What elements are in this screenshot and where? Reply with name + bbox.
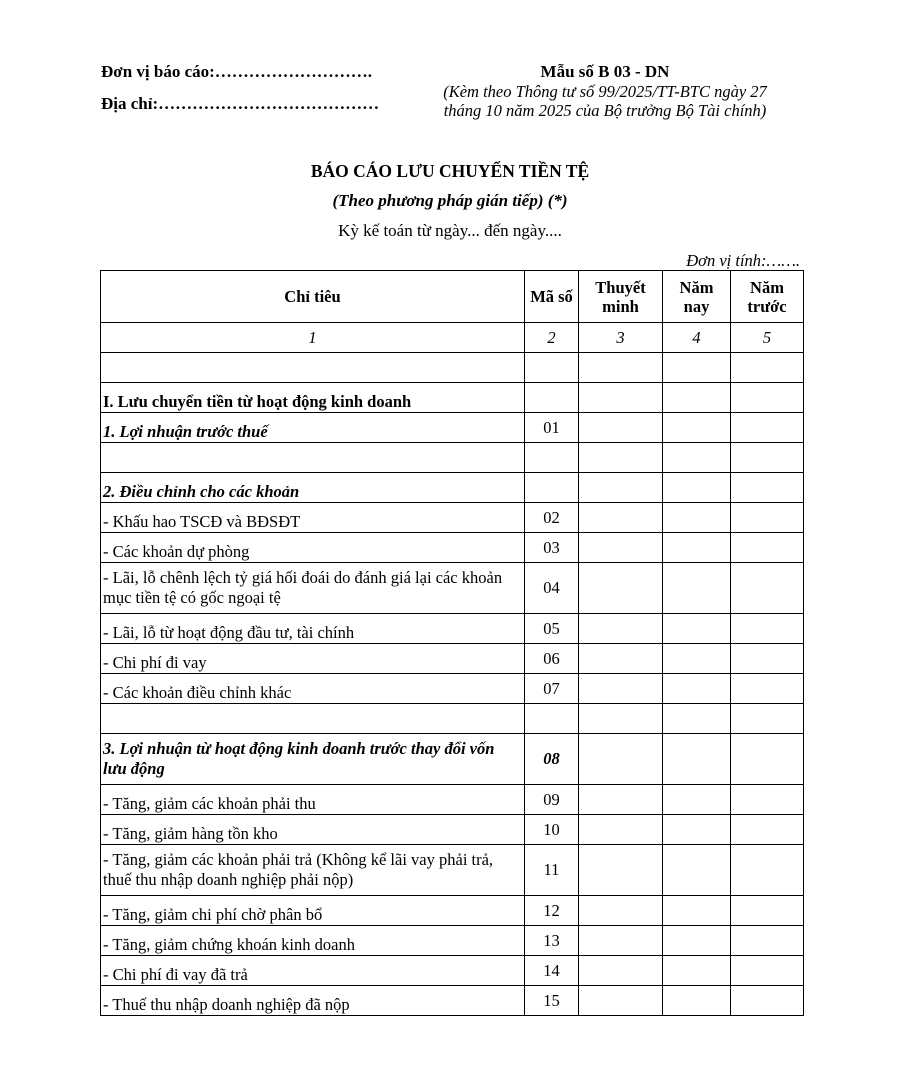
row-code (525, 443, 579, 473)
row-label: I. Lưu chuyển tiền từ hoạt động kinh doanh (101, 383, 525, 413)
row-current-year (663, 815, 731, 845)
table-row (101, 644, 804, 674)
table-row (101, 353, 804, 383)
row-current-year (663, 956, 731, 986)
header-note-text: Thuyết minh (595, 277, 646, 316)
table-row (101, 533, 804, 563)
col-number: 3 (579, 323, 663, 353)
row-code: 01 (525, 413, 579, 443)
row-label: 3. Lợi nhuận từ hoạt động kinh doanh trước thay đổi vốn lưu động (101, 734, 525, 785)
form-number: Mẫu số B 03 - DN (540, 62, 670, 81)
row-previous-year (731, 563, 804, 614)
row-label (101, 443, 525, 473)
row-previous-year (731, 845, 804, 896)
table-row (101, 956, 804, 986)
col-number: 5 (731, 323, 804, 353)
table-header-row (101, 271, 804, 323)
table-row (101, 503, 804, 533)
row-label: - Tăng, giảm chi phí chờ phân bổ (101, 896, 525, 926)
col-number: 2 (525, 323, 579, 353)
row-code (525, 704, 579, 734)
header-code: Mã số (525, 271, 579, 323)
row-previous-year (731, 704, 804, 734)
row-note (579, 674, 663, 704)
row-label: - Tăng, giảm các khoản phải thu (101, 785, 525, 815)
row-previous-year (731, 443, 804, 473)
row-code: 06 (525, 644, 579, 674)
row-label: - Lãi, lỗ từ hoạt động đầu tư, tài chính (101, 614, 525, 644)
row-label: - Lãi, lỗ chênh lệch tỷ giá hối đoái do đánh giá lại các khoản mục tiền tệ có gốc ngoại tệ (101, 563, 525, 614)
row-code: 02 (525, 503, 579, 533)
row-label: 2. Điều chỉnh cho các khoản (101, 473, 525, 503)
row-note (579, 845, 663, 896)
row-current-year (663, 674, 731, 704)
row-code: 15 (525, 986, 579, 1016)
row-code: 04 (525, 563, 579, 614)
report-period: Kỳ kế toán từ ngày... đến ngày.... (338, 221, 562, 240)
row-label: - Chi phí đi vay (101, 644, 525, 674)
row-code (525, 353, 579, 383)
row-previous-year (731, 644, 804, 674)
header-note (579, 271, 663, 323)
table-row (101, 704, 804, 734)
row-current-year (663, 986, 731, 1016)
row-label: - Tăng, giảm các khoản phải trả (Không kể lãi vay phải trả, thuế thu nhập doanh nghiệp phải nộp) (101, 845, 525, 896)
address-label: Địa chỉ:………………………………… (101, 94, 380, 113)
row-code (525, 473, 579, 503)
form-reference-line-2: tháng 10 năm 2025 của Bộ trưởng Bộ Tài chính) (443, 101, 767, 120)
row-previous-year (731, 926, 804, 956)
row-previous-year (731, 734, 804, 785)
row-code: 08 (525, 734, 579, 785)
row-note (579, 704, 663, 734)
row-code: 03 (525, 533, 579, 563)
row-current-year (663, 644, 731, 674)
row-current-year (663, 533, 731, 563)
row-note (579, 413, 663, 443)
row-label: - Các khoản điều chỉnh khác (101, 674, 525, 704)
row-label: - Tăng, giảm chứng khoán kinh doanh (101, 926, 525, 956)
row-code: 07 (525, 674, 579, 704)
report-title: BÁO CÁO LƯU CHUYỂN TIỀN TỆ (310, 161, 590, 181)
row-previous-year (731, 473, 804, 503)
row-note (579, 815, 663, 845)
table-row (101, 815, 804, 845)
table-row (101, 443, 804, 473)
row-current-year (663, 845, 731, 896)
row-note (579, 563, 663, 614)
row-previous-year (731, 503, 804, 533)
row-previous-year (731, 413, 804, 443)
row-note (579, 443, 663, 473)
row-label: - Khấu hao TSCĐ và BĐSĐT (101, 503, 525, 533)
row-current-year (663, 443, 731, 473)
table-row (101, 563, 804, 614)
row-code: 12 (525, 896, 579, 926)
row-current-year (663, 383, 731, 413)
row-note (579, 614, 663, 644)
row-previous-year (731, 785, 804, 815)
header-previous-year (731, 271, 804, 323)
table-row (101, 896, 804, 926)
col-number: 4 (663, 323, 731, 353)
row-current-year (663, 704, 731, 734)
row-note (579, 785, 663, 815)
row-note (579, 986, 663, 1016)
currency-unit: Đơn vị tính:……. (686, 251, 800, 270)
column-number-row (101, 323, 804, 353)
form-reference-line-1: (Kèm theo Thông tư số 99/2025/TT-BTC ngày 27 (443, 82, 767, 101)
table-row (101, 413, 804, 443)
col-number: 1 (101, 323, 525, 353)
row-current-year (663, 413, 731, 443)
row-code: 10 (525, 815, 579, 845)
row-previous-year (731, 353, 804, 383)
row-previous-year (731, 815, 804, 845)
header-current-year (663, 271, 731, 323)
row-note (579, 473, 663, 503)
row-code: 09 (525, 785, 579, 815)
row-label: 1. Lợi nhuận trước thuế (101, 413, 525, 443)
row-note (579, 533, 663, 563)
report-method: (Theo phương pháp gián tiếp) (*) (332, 191, 568, 210)
header-previous-year-text: Năm trước (747, 277, 787, 316)
cash-flow-table (100, 270, 804, 1016)
table-row (101, 785, 804, 815)
row-label (101, 704, 525, 734)
row-current-year (663, 734, 731, 785)
row-label (101, 353, 525, 383)
header-indicator: Chỉ tiêu (101, 271, 525, 323)
row-code: 13 (525, 926, 579, 956)
row-current-year (663, 614, 731, 644)
row-label: - Thuế thu nhập doanh nghiệp đã nộp (101, 986, 525, 1016)
row-current-year (663, 473, 731, 503)
table-row (101, 845, 804, 896)
row-previous-year (731, 383, 804, 413)
row-note (579, 383, 663, 413)
form-reference (410, 82, 800, 120)
row-previous-year (731, 674, 804, 704)
row-note (579, 644, 663, 674)
row-previous-year (731, 956, 804, 986)
row-previous-year (731, 614, 804, 644)
row-code (525, 383, 579, 413)
table-row (101, 986, 804, 1016)
row-code: 05 (525, 614, 579, 644)
row-code: 14 (525, 956, 579, 986)
table-row (101, 473, 804, 503)
row-code: 11 (525, 845, 579, 896)
row-current-year (663, 353, 731, 383)
table-row (101, 383, 804, 413)
table-row (101, 674, 804, 704)
row-label: - Chi phí đi vay đã trả (101, 956, 525, 986)
row-previous-year (731, 533, 804, 563)
row-current-year (663, 563, 731, 614)
table-row (101, 926, 804, 956)
row-label: - Các khoản dự phòng (101, 533, 525, 563)
row-previous-year (731, 986, 804, 1016)
row-current-year (663, 896, 731, 926)
row-note (579, 956, 663, 986)
row-note (579, 896, 663, 926)
reporting-unit-label: Đơn vị báo cáo:………………………. (101, 62, 373, 81)
table-row (101, 614, 804, 644)
row-note (579, 926, 663, 956)
row-current-year (663, 926, 731, 956)
row-current-year (663, 503, 731, 533)
row-label: - Tăng, giảm hàng tồn kho (101, 815, 525, 845)
row-note (579, 503, 663, 533)
table-row (101, 734, 804, 785)
header-current-year-text: Năm nay (679, 277, 714, 316)
row-previous-year (731, 896, 804, 926)
row-current-year (663, 785, 731, 815)
row-note (579, 734, 663, 785)
row-note (579, 353, 663, 383)
